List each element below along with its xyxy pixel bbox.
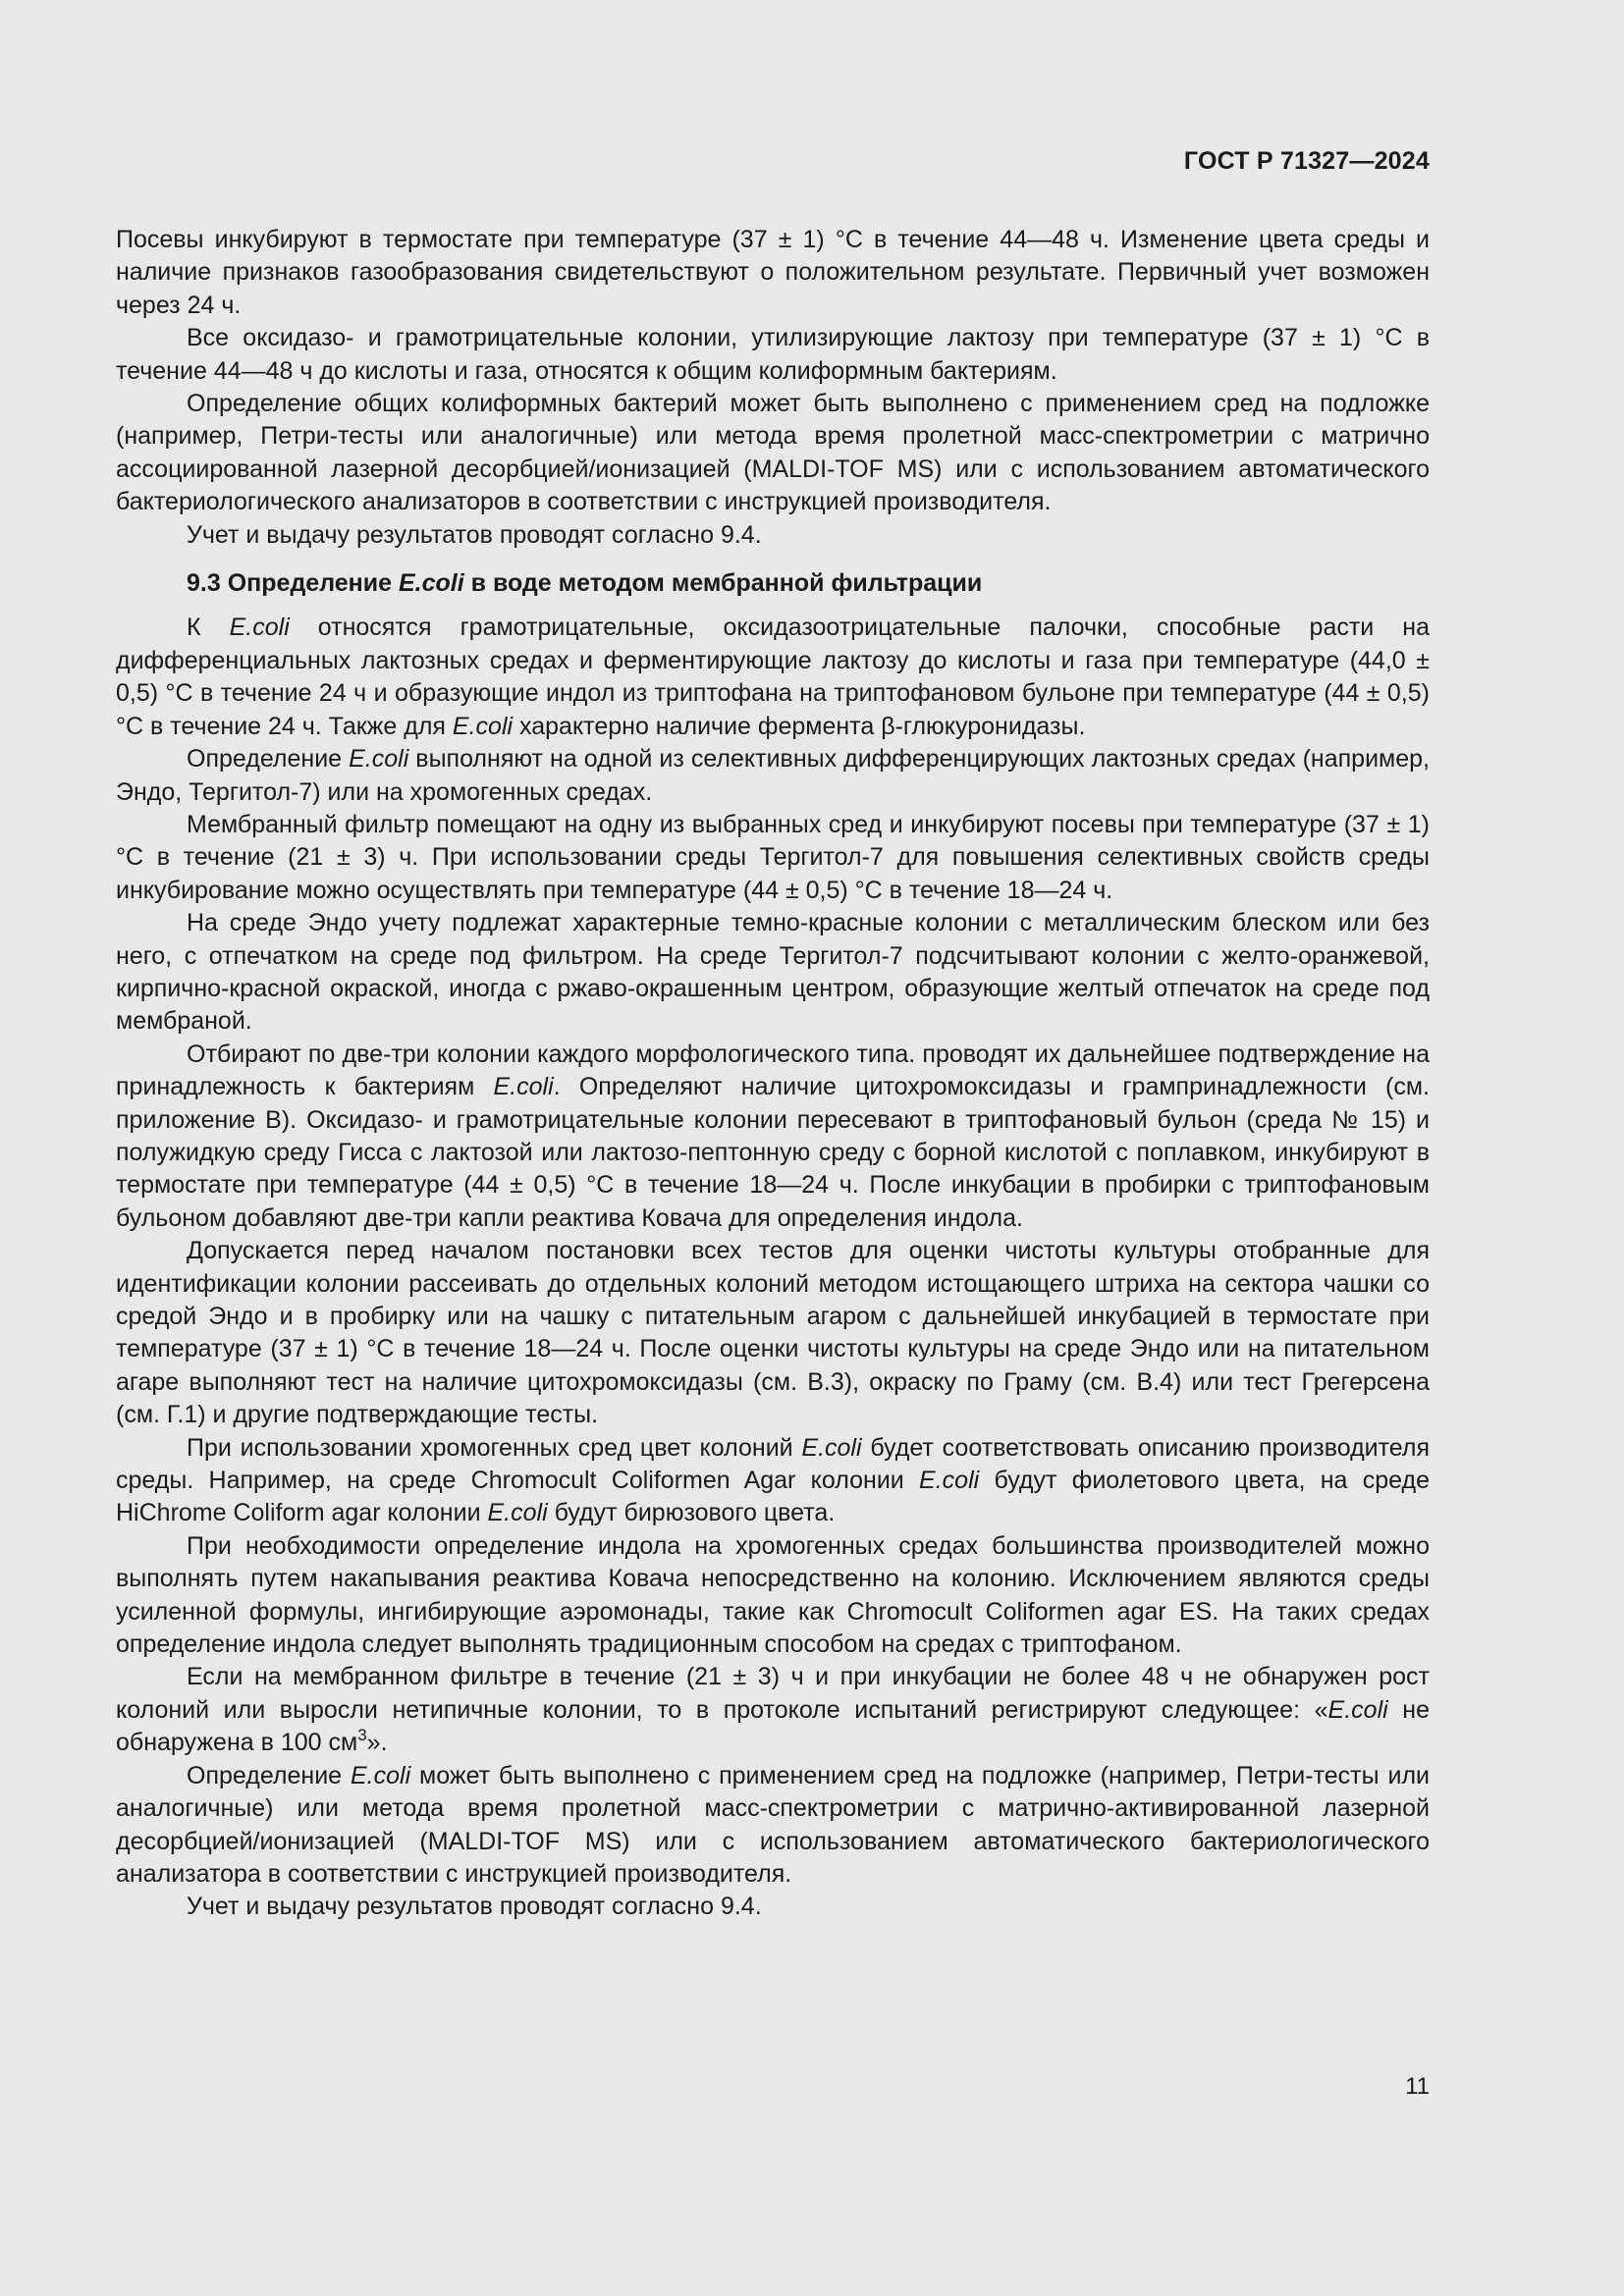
organism-name: E.coli: [399, 569, 464, 598]
page-number: 11: [1405, 2073, 1430, 2100]
paragraph: Определение общих колиформных бактерий может быть выполнено с применением сред на подложке (например, Петри-тесты или аналогичные) или метода время пролетной масс-спектрометрии с матрично ассоциированной лазерной десорбцией/ионизацией (MALDI-TOF MS) или с использованием автоматического бактериологического анализаторов в соответствии с инструкцией производителя.: [116, 390, 1430, 516]
organism-name: E.coli: [350, 1761, 411, 1789]
paragraph: Допускается перед началом постановки всех тестов для оценки чистоты культуры отобранные для идентификации колонии рассеивать до отдельных колоний методом истощающего штриха на сектора чашки со средой Эндо и в пробирку или на чашку с питательным агаром с дальнейшей инкубацией в термостате при температуре (37 ± 1) °С в течение 18—24 ч. После оценки чистоты культуры на среде Эндо или на питательном агаре выполняют тест на наличие цитохромоксидазы (см. В.3), окраску по Граму (см. В.4) или тест Грегерсена (см. Г.1) и другие подтверждающие тесты.: [116, 1237, 1430, 1429]
section-number: 9.3: [187, 569, 221, 598]
paragraph: При использовании хромогенных сред цвет колоний E.coli будет соответствовать описанию производителя среды. Например, на среде Chromocult Coliformen Agar колонии E.coli будут фиолетового цвета, на среде HiChrome Coliform agar колонии E.coli будут бирюзового цвета.: [116, 1433, 1430, 1527]
organism-name: E.coli: [493, 1073, 554, 1101]
paragraph: Учет и выдачу результатов проводят согласно 9.4.: [187, 520, 762, 549]
superscript: 3: [357, 1726, 367, 1745]
organism-name: E.coli: [452, 712, 514, 740]
section-heading: 9.3 Определение E.coli в воде методом мембранной фильтрации: [187, 569, 983, 598]
paragraph: К E.coli относятся грамотрицательные, оксидазоотрицательные палочки, способные расти на дифференциальных лактозных средах и ферментирующие лактозу до кислоты и газа при температуре (44,0 ± 0,5) °С в течение 24 ч и образующие индол из триптофана на триптофановом бульоне при температуре (44 ± 0,5) °С в течение 24 ч. Также для E.coli характерно наличие фермента β-глюкуронидазы.: [116, 614, 1430, 740]
paragraph: При необходимости определение индола на хромогенных средах большинства производителей можно выполнять путем накапывания реактива Ковача непосредственно на колонию. Исключением являются среды усиленной формулы, ингибирующие аэромонады, такие как Chromocult Coliformen agar ES. На таких средах определение индола следует выполнять традиционным способом на средах с триптофаном.: [116, 1531, 1430, 1659]
organism-name: E.coli: [229, 614, 290, 642]
organism-name: E.coli: [919, 1467, 980, 1495]
paragraph: Отбирают по две-три колонии каждого морфологического типа. проводят их дальнейшее подтверждение на принадлежность к бактериям E.coli. Определяют наличие цитохромоксидазы и грампринадлежности (см. приложение В). Оксидазо- и грамотрицательные колонии пересевают в триптофановый бульон (среда № 15) и полужидкую среду Гисса с лактозой или лактозо-пептонную среду с борной кислотой с поплавком, инкубируют в термостате при температуре (44 ± 0,5) °С в течение 18—24 ч. После инкубации в пробирки с триптофановым бульоном добавляют две-три капли реактива Ковача для определения индола.: [116, 1040, 1430, 1232]
organism-name: E.coli: [801, 1433, 862, 1462]
organism-name: E.coli: [1327, 1695, 1388, 1724]
organism-name: E.coli: [349, 745, 409, 774]
paragraph: На среде Эндо учету подлежат характерные темно-красные колонии с металлическим блеском или без него, с отпечатком на среде под фильтром. На среде Тергитол-7 подсчитывают колонии с желто-оранжевой, кирпично-красной окраской, иногда с ржаво-окрашенным центром, образующие желтый отпечаток на среде под мембраной.: [116, 909, 1430, 1036]
standard-designation: ГОСТ Р 71327—2024: [1183, 147, 1430, 175]
paragraph: Мембранный фильтр помещают на одну из выбранных сред и инкубируют посевы при температуре (37 ± 1) °С в течение (21 ± 3) ч. При использовании среды Тергитол-7 для повышения селективных свойств среды инкубирование можно осуществлять при температуре (44 ± 0,5) °С в течение 18—24 ч.: [116, 810, 1430, 904]
document-body: [116, 224, 1430, 1924]
paragraph: Определение E.coli может быть выполнено с применением сред на подложке (например, Петри-тесты или аналогичные) или метода время пролетной масс-спектрометрии с матрично-активированной лазерной десорбцией/ионизацией (MALDI-TOF MS) или с использованием автоматического бактериологического анализатора в соответствии с инструкцией производителя.: [116, 1761, 1430, 1888]
paragraph: Посевы инкубируют в термостате при температуре (37 ± 1) °С в течение 44—48 ч. Изменение цвета среды и наличие признаков газообразования свидетельствуют о положительном результате. Первичный учет возможен через 24 ч.: [116, 226, 1430, 319]
paragraph: Определение E.coli выполняют на одной из селективных дифференцирующих лактозных средах (например, Эндо, Тергитол-7) или на хромогенных средах.: [116, 745, 1430, 806]
paragraph: Все оксидазо- и грамотрицательные колонии, утилизирующие лактозу при температуре (37 ± 1) °С в течение 44—48 ч до кислоты и газа, относятся к общим колиформным бактериям.: [116, 324, 1430, 385]
organism-name: E.coli: [487, 1499, 548, 1527]
paragraph: Если на мембранном фильтре в течение (21 ± 3) ч и при инкубации не более 48 ч не обнаружен рост колоний или выросли нетипичные колонии, то в протоколе испытаний регистрируют следующее: «E.coli не обнаружена в 100 $см^3$».: [116, 1663, 1430, 1757]
paragraph: Учет и выдачу результатов проводят согласно 9.4.: [187, 1893, 762, 1921]
